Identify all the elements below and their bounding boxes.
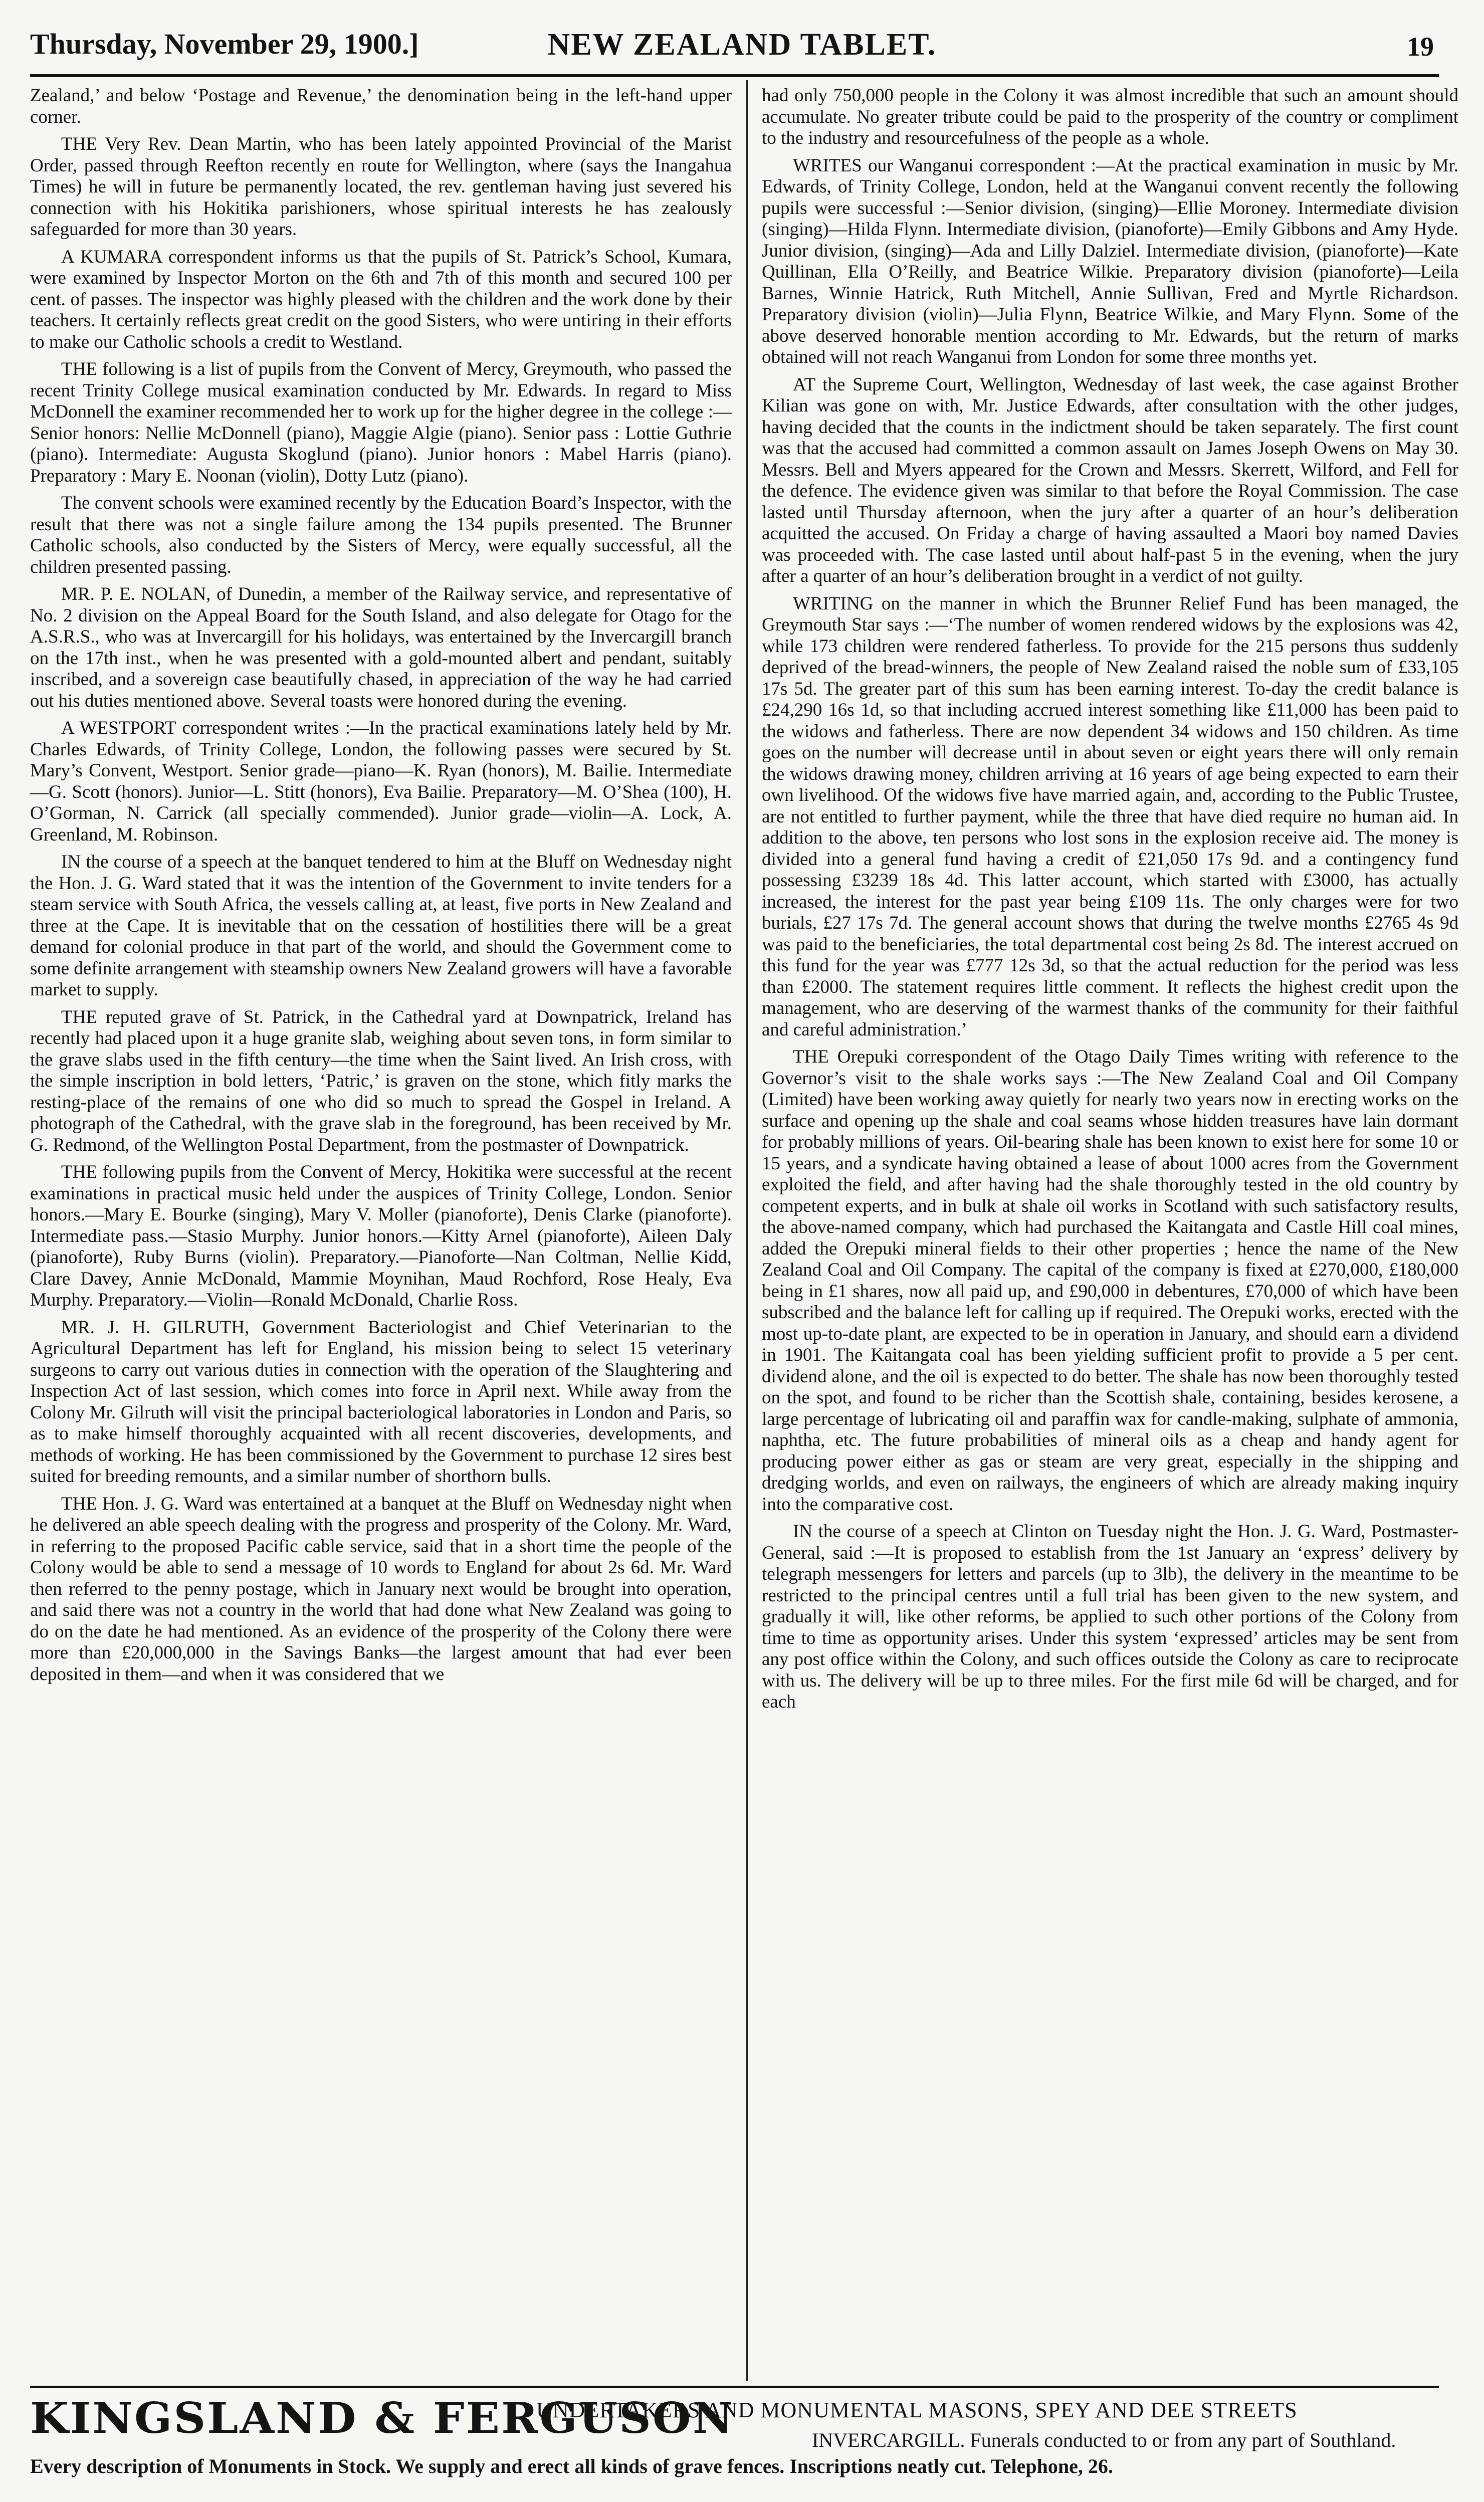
column-divider: [746, 80, 748, 2381]
article-paragraph: WRITES our Wanganui correspondent :—At the practical examination in music by Mr. Edwards, of Trinity College, London, held at the Wanganui convent recently the following pupils were successful :—Senior division, (singing)—Ellie Moroney. Intermediate division (singing)—Hilda Flynn. Intermediate division, (pianoforte)—Emily Gibbons and Amy Hyde. Junior division, (singing)—Ada and Lilly Dalziel. Intermediate division, (pianoforte)—Kate Quillinan, Ella O’Reilly, and Beatrice Wilkie. Preparatory division (pianoforte)—Leila Barnes, Winnie Hatrick, Ruth Mitchell, Annie Sullivan, Fred and Myrtle Richardson. Preparatory division (violin)—Julia Flynn, Beatrice Wilkie, and Mary Flynn. Some of the above deserved honorable mention according to Mr. Edwards, but the return of marks obtained will not reach Wanganui from London for some three months yet.: [762, 155, 1458, 367]
advertisement: [30, 2393, 1439, 2493]
article-paragraph: A KUMARA correspondent informs us that the pupils of St. Patrick’s School, Kumara, were examined by Inspector Morton on the 6th and 7th of this month and secured 100 per cent. of passes. The inspector was highly pleased with the children and the work done by their teachers. It certainly reflects great credit on the good Sisters, who were untiring in their efforts to make our Catholic schools a credit to Westland.: [30, 246, 732, 352]
article-paragraph: AT the Supreme Court, Wellington, Wednesday of last week, the case against Brother Kilian was gone on with, Mr. Justice Edwards, after consultation with the other judges, having decided that the counts in the indictment should be taken separately. The first count was that the accused had committed a common assault on James Joseph Owens on May 30. Messrs. Bell and Myers appeared for the Crown and Messrs. Skerrett, Wilford, and Fell for the defence. The evidence given was similar to that before the Royal Commission. The case lasted until Thursday afternoon, when the jury after a quarter of an hour’s deliberation acquitted the accused. On Friday a charge of having assaulted a Maori boy named Davies was proceeded with. The case lasted until about half-past 5 in the evening, when the jury after a quarter of an hour’s deliberation brought in a verdict of not guilty.: [762, 374, 1458, 586]
header-rule: [30, 74, 1439, 77]
footer-rule: [30, 2386, 1439, 2388]
article-paragraph: MR. J. H. GILRUTH, Government Bacteriologist and Chief Veterinarian to the Agricultural Department has left for England, his mission being to select 15 veterinary surgeons to carry out various duties in connection with the operation of the Slaughtering and Inspection Act of last session, which comes into force in April next. While away from the Colony Mr. Gilruth will visit the principal bacteriological laboratories in London and Paris, so as to make himself thoroughly acquainted with all recent discoveries, developments, and methods of working. He has been commissioned by the Government to purchase 12 sires best suited for breeding remounts, and a similar number of shorthorn bulls.: [30, 1317, 732, 1487]
article-paragraph: had only 750,000 people in the Colony it was almost incredible that such an amount should accumulate. No greater tribute could be paid to the prosperity of the country or compliment to the industry and resourcefulness of the people as a whole.: [762, 85, 1458, 148]
article-paragraph: THE reputed grave of St. Patrick, in the Cathedral yard at Downpatrick, Ireland has recently had placed upon it a huge granite slab, weighing about seven tons, in form similar to the grave slabs used in the fifth century—the time when the Saint lived. An Irish cross, with the simple inscription in bold letters, ‘Patric,’ is graven on the stone, which fitly marks the resting-place of the remains of one who did so much to spread the Gospel in Ireland. A photograph of the Cathedral, with the grave slab in the foreground, has been received by Mr. G. Redmond, of the Wellington Postal Department, from the postmaster of Downpatrick.: [30, 1006, 732, 1155]
article-paragraph: The convent schools were examined recently by the Education Board’s Inspector, with the result that there was not a single failure among the 134 pupils presented. The Brunner Catholic schools, also conducted by the Sisters of Mercy, were equally successful, all the children presented passing.: [30, 493, 732, 577]
ad-trade: UNDERTAKERS AND MONUMENTAL MASONS, SPEY AND DEE STREETS: [536, 2398, 1298, 2422]
article-paragraph: MR. P. E. NOLAN, of Dunedin, a member of the Railway service, and representative of No. 2 division on the Appeal Board for the South Island, and also delegate for Otago for the A.S.R.S., who was at Invercargill for his holidays, was entertained by the Invercargill branch on the 17th inst., when he was presented with a gold-mounted albert and pendant, suitably inscribed, and a sovereign case beautifully chased, in appreciation of the way he had carried out his duties mentioned above. Several toasts were honored during the evening.: [30, 584, 732, 711]
article-paragraph: A WESTPORT correspondent writes :—In the practical examinations lately held by Mr. Charles Edwards, of Trinity College, London, the following passes were secured by St. Mary’s Convent, Westport. Senior grade—piano—K. Ryan (honors), M. Bailie. Intermediate—G. Scott (honors). Junior—L. Stitt (honors), Eva Bailie. Preparatory—M. O’Shea (100), H. O’Gorman, N. Carrick (all specially commended). Junior grade—violin—A. Lock, A. Greenland, M. Robinson.: [30, 718, 732, 845]
page-number: 19: [1407, 32, 1434, 62]
article-paragraph: Zealand,’ and below ‘Postage and Revenue,’ the denomination being in the left-hand upper corner.: [30, 85, 732, 127]
issue-date: Thursday, November 29, 1900.]: [30, 28, 419, 60]
publication-title: NEW ZEALAND TABLET.: [547, 28, 937, 62]
page-header: [30, 20, 1454, 65]
article-paragraph: THE following pupils from the Convent of Mercy, Hokitika were successful at the recent examinations in practical music held under the auspices of Trinity College, London. Senior honors.—Mary E. Bourke (singing), Mary V. Moller (pianoforte), Denis Clarke (pianoforte). Intermediate pass.—Stasio Murphy. Junior honors.—Kitty Arnel (pianoforte), Aileen Daly (pianoforte), Ruby Burns (violin). Preparatory.—Pianoforte—Nan Coltman, Nellie Kidd, Clare Davey, Annie McDonald, Mammie Moynihan, Maud Rochford, Rose Healy, Eva Murphy. Preparatory.—Violin—Ronald McDonald, Charlie Ross.: [30, 1162, 732, 1310]
article-paragraph: THE Orepuki correspondent of the Otago Daily Times writing with reference to the Governor’s visit to the shale works says :—The New Zealand Coal and Oil Company (Limited) have been working away quietly for nearly two years now in erecting works on the surface and opening up the shale and coal seams whose hidden treasures have lain dormant for probably millions of years. Oil-bearing shale has been known to exist here for some 10 or 15 years, and a syndicate having obtained a lease of about 1000 acres from the Government exploited the field, and after having had the shale thoroughly tested in the old country by competent experts, and in bulk at shale oil works in Scotland with such satisfactory results, the above-named company, which had purchased the Kaitangata and Castle Hill coal mines, added the Orepuki mineral fields to their other properties ; hence the name of the New Zealand Coal and Oil Company. The capital of the company is fixed at £270,000, £180,000 being in £1 shares, now all paid up, and £90,000 in debentures, £70,000 of which have been subscribed and the balance left for calling up if required. The Orepuki works, erected with the most up-to-date plant, are expected to be in operation in January, and should earn a dividend in 1901. The Kaitangata coal has been yielding sufficient profit to provide a 5 per cent. dividend alone, and the oil is expected to do better. The shale has now been thoroughly tested on the spot, and found to be richer than the Scottish shale, containing, besides kerosene, a large percentage of lubricating oil and paraffin wax for candle-making, sulphate of ammonia, naphtha, etc. The future probabilities of mineral oils as a cheap and handy agent for producing power either as gas or steam are very great, especially in the shipping and dredging worlds, and even on railways, the engineers of which are already making inquiry into the comparative cost.: [762, 1047, 1458, 1515]
article-paragraph: IN the course of a speech at the banquet tendered to him at the Bluff on Wednesday night the Hon. J. G. Ward stated that it was the intention of the Government to invite tenders for a steam service with South Africa, the vessels calling at, at least, five ports in New Zealand and three at the Cape. It is inevitable that on the cessation of hostilities there will be a great demand for colonial produce in that part of the world, and should the Government come to some definite arrangement with steamship owners New Zealand growers will have a favorable market to supply.: [30, 852, 732, 1000]
article-paragraph: THE following is a list of pupils from the Convent of Mercy, Greymouth, who passed the recent Trinity College musical examination conducted by Mr. Edwards. In regard to Miss McDonnell the examiner recommended her to work up for the higher degree in the college :—Senior honors: Nellie McDonnell (piano), Maggie Algie (piano). Senior pass : Lottie Guthrie (piano). Intermediate: Augusta Skoglund (piano). Junior honors : Mabel Harris (piano). Preparatory : Mary E. Noonan (violin), Dotty Lutz (piano).: [30, 359, 732, 486]
article-paragraph: IN the course of a speech at Clinton on Tuesday night the Hon. J. G. Ward, Postmaster-General, said :—It is proposed to establish from the 1st January an ‘express’ delivery by telegraph messengers for letters and parcels (up to 3lb), the delivery in the meantime to be restricted to the principal centres until a full trial has been given to the new system, and gradually it will, like other reforms, be applied to such other portions of the Colony from time to time as opportunity arises. Under this system ‘expressed’ articles may be sent from any post office within the Colony, and such offices outside the Colony as care to reciprocate with us. The delivery will be up to three miles. For the first mile 6d will be charged, and for each: [762, 1521, 1458, 1712]
ad-brand: KINGSLAND & FERGUSON: [30, 2393, 735, 2443]
ad-tagline: Every description of Monuments in Stock. We supply and erect all kinds of grave fences. Inscriptions neatly cut. Telephone, 26.: [30, 2455, 1113, 2477]
right-column: [762, 85, 1458, 2376]
article-paragraph: THE Hon. J. G. Ward was entertained at a banquet at the Bluff on Wednesday night when he delivered an able speech dealing with the progress and prosperity of the Colony. Mr. Ward, in referring to the proposed Pacific cable service, said that in a short time the people of the Colony would be able to send a message of 10 words to England for about 2s 6d. Mr. Ward then referred to the penny postage, which in January next would be brought into operation, and said there was not a country in the world that had done what New Zealand was going to do on the date he had mentioned. As an evidence of the prosperity of the Colony there were more than £20,000,000 in the Savings Banks—the largest amount that had ever been deposited in them—and when it was considered that we: [30, 1493, 732, 1685]
article-paragraph: THE Very Rev. Dean Martin, who has been lately appointed Provincial of the Marist Order, passed through Reefton recently en route for Wellington, where (says the Inangahua Times) he will in future be permanently located, the rev. gentleman having just severed his connection with his Hokitika parishioners, whose spiritual interests he has zealously safeguarded for more than 30 years.: [30, 134, 732, 240]
article-paragraph: WRITING on the manner in which the Brunner Relief Fund has been managed, the Greymouth Star says :—‘The number of women rendered widows by the explosions was 42, while 173 children were rendered fatherless. To provide for the 215 persons thus suddenly deprived of the bread-winners, the people of New Zealand raised the noble sum of £33,105 17s 5d. The greater part of this sum has been earning interest. To-day the credit balance is £24,290 16s 1d, so that including accrued interest something like £11,000 has been paid to the widows and fatherless. There are now dependent 34 widows and 150 children. As time goes on the number will decrease until in about seven or eight years there will only remain the widows drawing money, children arriving at 16 years of age being expected to earn their own livelihood. Of the widows five have married again, and, according to the Public Trustee, are not entitled to further payment, while the three that have died require no human aid. In addition to the above, ten persons who lost sons in the explosion receive aid. The money is divided into a general fund having a credit of £21,050 17s 9d. and a contingency fund possessing £3239 18s 4d. This latter account, which started with £3000, has actually increased, the interest for the past year being £109 11s. The only charges were for two burials, £27 17s 7d. The general account shows that during the twelve months £2765 4s 9d was paid to the beneficiaries, the total departmental cost being 2s 8d. The interest accrued on this fund for the year was £777 12s 3d, so that the actual reduction for the period was less than £2000. The statement requires little comment. It reflects the highest credit upon the management, who are deserving of the warmest thanks of the community for their faithful and careful administration.’: [762, 593, 1458, 1040]
ad-town: INVERCARGILL. Funerals conducted to or from any part of Southland.: [812, 2429, 1396, 2451]
left-column: [30, 85, 732, 2376]
